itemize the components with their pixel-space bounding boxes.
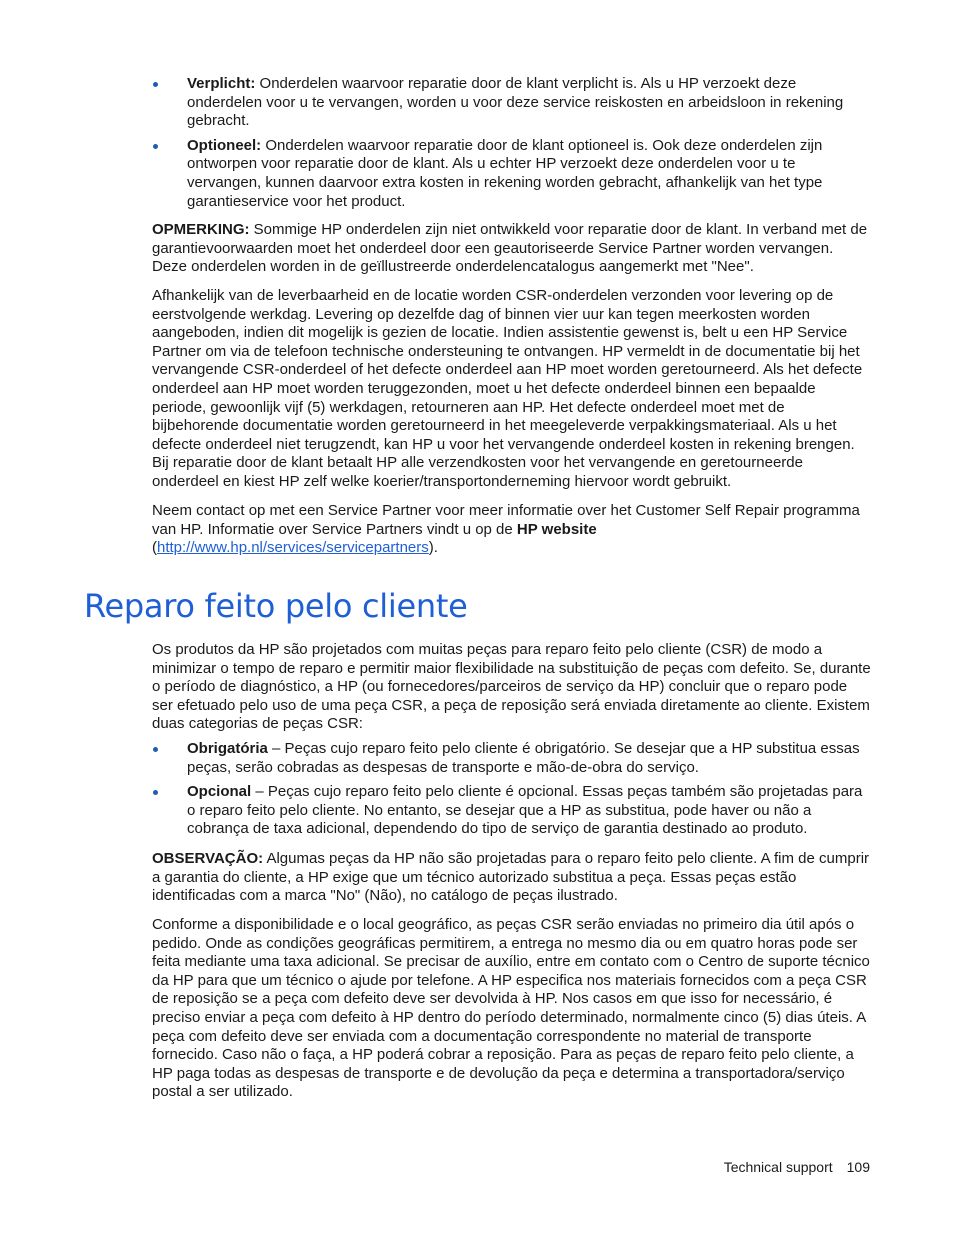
nl-paragraph-delivery: Afhankelijk van de leverbaarheid en de locatie worden CSR-onderdelen verzonden voor levering op de eerstvolgende werkdag. Levering op dezelfde dag of binnen vier uur kan tegen meerkosten worden aangeboden, indien dit mogelijk is gezien de locatie. Indien assistentie gewenst is, belt u een HP Service Partner om via de telefoon technische ondersteuning te ontvangen. HP vermeldt in de documentatie bij het vervangende CSR-onderdeel of het defecte onderdeel aan HP moet worden geretourneerd. Als het defecte onderdeel aan HP moet worden teruggezonden, moet u het defecte onderdeel binnen een bepaalde periode, gewoonlijk vijf (5) werkdagen, retourneren aan HP. Het defecte onderdeel moet met de bijbehorende documentatie worden geretourneerd in het meegeleverde verpakkingsmateriaal. Als u het defecte onderdeel niet terugzendt, kan HP u voor het vervangende onderdeel kosten in rekening brengen. Bij reparatie door de klant betaalt HP alle verzendkosten voor het vervangende en geretourneerde onderdeel en kiest HP zelf welke koerier/transportonderneming hiervoor wordt gebruikt. xyxy=(152,287,863,490)
bullet-text: – Peças cujo reparo feito pelo cliente é obrigatório. Se desejar que a HP substitua essas peças, serão cobradas as despesas de transporte e mão-de-obra do serviço. xyxy=(187,740,860,776)
paren-close: ). xyxy=(428,539,438,557)
pt-paragraph-delivery: Conforme a disponibilidade e o local geográfico, as peças CSR serão enviadas no primeiro dia útil após o pedido. Onde as condições geográficas permitirem, a entrega no mesmo dia ou em quatro horas pode ser feita mediante uma taxa adicional. Se precisar de auxílio, entre em contato com o Centro de suporte técnico da HP para que um técnico o ajude por telefone. A HP especifica nos materiais fornecidos com a peça CSR de reposição se a peça com defeito deve ser devolvida à HP. Nos casos em que isso for necessário, é preciso enviar a peça com defeito à HP dentro do período determinado, normalmente cinco (5) dias úteis. A peça com defeito deve ser enviada com a documentação correspondente no material de transporte fornecido. Caso não o faça, a HP poderá cobrar a reposição. Para as peças de reparo feito pelo cliente, a HP paga todas as despesas de transporte e de devolução da peça e determina a transportadora/serviço postal a ser utilizado. xyxy=(152,916,870,1101)
page-number: 109 xyxy=(846,1159,870,1175)
paren-open: ( xyxy=(152,539,157,557)
bullet-lead: Opcional xyxy=(187,783,252,801)
pt-bullet-list-container xyxy=(152,740,872,839)
bullet-lead: Obrigatória xyxy=(187,740,268,757)
pt-paragraph-intro: Os produtos da HP são projetados com muitas peças para reparo feito pelo cliente (CSR) de modo a minimizar o tempo de reparo e permitir maior flexibilidade na substituição de peças com defeito. Se, durante o período de diagnóstico, a HP (ou fornecedores/parceiros de serviço da HP) concluir que o reparo pode ser efetuado pelo uso de uma peça CSR, a peça de reposição será enviada diretamente ao cliente. Existem duas categorias de peças CSR: xyxy=(152,641,871,733)
nl-bullet-list xyxy=(152,75,872,211)
hp-website-label: HP website xyxy=(516,520,597,538)
bullet-dot-icon xyxy=(153,747,158,752)
paragraph-text: Neem contact op met een Service Partner voor meer informatie over het Customer Self Repair programma van HP. Informatie over Service Partners vindt u op de xyxy=(152,502,860,538)
bullet-lead: Verplicht: xyxy=(187,75,256,92)
note-label: OPMERKING: xyxy=(152,221,250,238)
nl-bullet-list-container xyxy=(152,75,872,211)
nl-bullet-optioneel xyxy=(152,137,872,211)
bullet-dot-icon xyxy=(153,790,158,795)
footer-section-title: Technical support xyxy=(723,1159,833,1175)
bullet-lead: Optioneel: xyxy=(187,136,262,154)
section-heading: Reparo feito pelo cliente xyxy=(84,587,468,625)
nl-bullet-verplicht xyxy=(152,75,872,131)
note-text: Algumas peças da HP não são projetadas para o reparo feito pelo cliente. A fim de cumprir a garantia do cliente, a HP exige que um técnico autorizado substitua a peça. Essas peças estão identificadas com a marca "No" (Não), no catálogo de peças ilustrado. xyxy=(152,850,870,905)
bullet-text: – Peças cujo reparo feito pelo cliente é opcional. Essas peças também são projetadas para o reparo feito pelo cliente. No entanto, se desejar que a HP as substitua, pode haver ou não a cobrança de taxa adicional, dependendo do tipo de serviço de garantia destinado ao produto. xyxy=(187,783,863,838)
bullet-text: Onderdelen waarvoor reparatie door de klant verplicht is. Als u HP verzoekt deze onderdelen voor u te vervangen, worden u voor deze service reiskosten en arbeidsloon in rekening gebracht. xyxy=(187,75,844,130)
pt-bullet-obrigatoria xyxy=(152,740,872,777)
page-footer xyxy=(724,1158,870,1176)
bullet-dot-icon xyxy=(153,144,158,149)
note-label: OBSERVAÇÃO: xyxy=(152,850,264,867)
nl-paragraph-contact xyxy=(152,502,872,558)
bullet-dot-icon xyxy=(153,82,158,87)
bullet-text: Onderdelen waarvoor reparatie door de klant optioneel is. Ook deze onderdelen zijn ontworpen voor reparatie door de klant. Als u echter HP verzoekt deze onderdelen voor u te vervangen, kunnen daarvoor extra kosten in rekening worden gebracht, afhankelijk van het type garantieservice voor het product. xyxy=(187,136,823,210)
note-text: Sommige HP onderdelen zijn niet ontwikkeld voor reparatie door de klant. In verband met de garantievoorwaarden moet het onderdeel door een geautoriseerde Service Partner worden vervangen. Deze onderdelen worden in de geïllustreerde onderdelencatalogus aangemerkt met "Nee". xyxy=(152,221,868,276)
pt-bullet-opcional xyxy=(152,783,872,839)
pt-note xyxy=(152,850,872,906)
servicepartners-link[interactable]: http://www.hp.nl/services/servicepartners xyxy=(157,539,429,557)
nl-note xyxy=(152,221,872,277)
pt-bullet-list xyxy=(152,740,872,839)
